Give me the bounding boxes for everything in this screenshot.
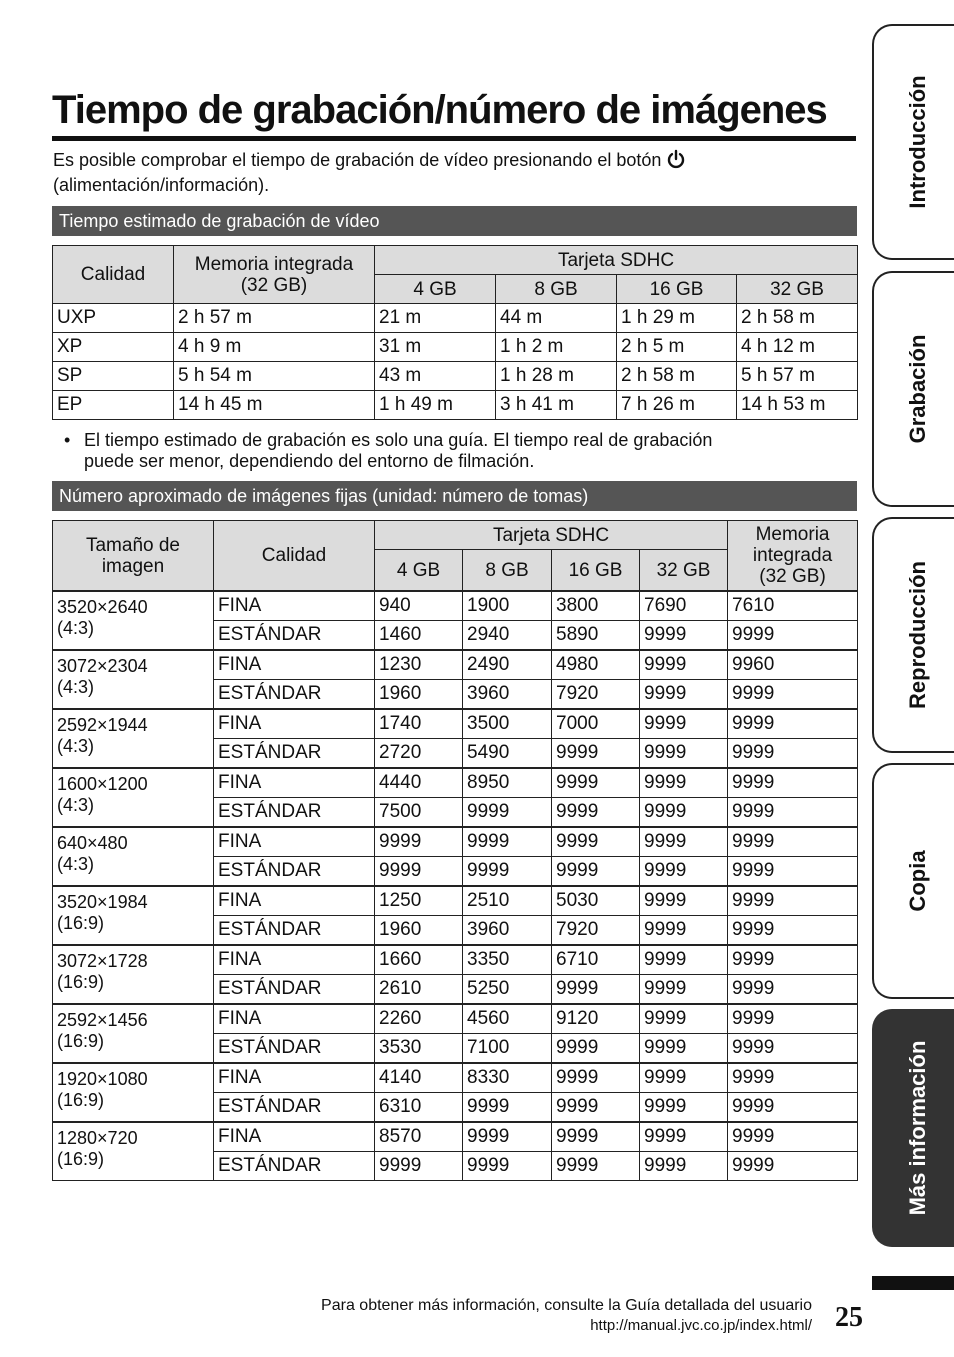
cell-count: 9999 <box>375 827 463 857</box>
cell-count: 9999 <box>640 916 728 946</box>
image-dimensions: 3520×1984 <box>57 892 148 912</box>
cell-count: 9999 <box>728 827 858 857</box>
cell-count: 5890 <box>552 621 640 651</box>
image-aspect-ratio: (4:3) <box>57 854 95 874</box>
cell-card-time: 7 h 26 m <box>617 391 737 420</box>
header-card-size: 4 GB <box>375 550 463 592</box>
cell-count: 9999 <box>552 1122 640 1152</box>
header-size-line-2: imagen <box>101 555 165 577</box>
cell-count: 4140 <box>375 1063 463 1093</box>
cell-quality: ESTÁNDAR <box>214 975 375 1005</box>
header-quality: Calidad <box>53 246 174 304</box>
cell-count: 9999 <box>728 916 858 946</box>
cell-image-size <box>53 827 214 886</box>
cell-image-size <box>53 650 214 709</box>
intro-line-1: Es posible comprobar el tiempo de grabación de vídeo presionando el botón <box>53 150 662 170</box>
header-card-size: 32 GB <box>640 550 728 592</box>
cell-count: 9999 <box>728 798 858 828</box>
page-number: 25 <box>835 1302 863 1333</box>
cell-quality: FINA <box>214 591 375 621</box>
cell-count: 9999 <box>552 1093 640 1123</box>
header-card-size: 8 GB <box>496 275 617 304</box>
cell-count: 2490 <box>463 650 552 680</box>
table-row <box>53 1122 858 1152</box>
cell-count: 2720 <box>375 739 463 769</box>
cell-card-time: 4 h 12 m <box>737 333 858 362</box>
header-card-size: 32 GB <box>737 275 858 304</box>
header-memory <box>728 521 858 592</box>
cell-card-time: 5 h 57 m <box>737 362 858 391</box>
cell-image-size <box>53 1004 214 1063</box>
cell-count: 9999 <box>728 1122 858 1152</box>
cell-count: 5030 <box>552 886 640 916</box>
cell-count: 7920 <box>552 916 640 946</box>
cell-count: 8330 <box>463 1063 552 1093</box>
cell-count: 9999 <box>728 1004 858 1034</box>
image-aspect-ratio: (4:3) <box>57 677 95 697</box>
cell-count: 9999 <box>552 857 640 887</box>
header-image-size <box>53 521 214 592</box>
image-dimensions: 3520×2640 <box>57 597 148 617</box>
cell-quality: EP <box>53 391 174 420</box>
cell-count: 9999 <box>728 621 858 651</box>
cell-count: 2940 <box>463 621 552 651</box>
cell-memory: 14 h 45 m <box>174 391 375 420</box>
table-row <box>53 650 858 680</box>
cell-count: 9999 <box>463 1152 552 1181</box>
header-memory-line-3: (32 GB) <box>759 566 826 587</box>
cell-card-time: 44 m <box>496 304 617 333</box>
table-row <box>53 333 858 362</box>
cell-count: 1900 <box>463 591 552 621</box>
cell-count: 7500 <box>375 798 463 828</box>
image-aspect-ratio: (16:9) <box>57 972 105 992</box>
footer-bar <box>872 1276 954 1290</box>
cell-quality: FINA <box>214 1063 375 1093</box>
footer-text <box>321 1296 812 1336</box>
header-memory-line-1: Memoria <box>755 524 830 545</box>
table-row <box>53 709 858 739</box>
cell-count: 4560 <box>463 1004 552 1034</box>
header-card-size: 4 GB <box>375 275 496 304</box>
cell-quality: XP <box>53 333 174 362</box>
cell-quality: FINA <box>214 945 375 975</box>
cell-image-size <box>53 1122 214 1181</box>
cell-image-size <box>53 886 214 945</box>
cell-quality: ESTÁNDAR <box>214 916 375 946</box>
cell-count: 9999 <box>463 857 552 887</box>
cell-count: 9999 <box>640 1063 728 1093</box>
cell-count: 7690 <box>640 591 728 621</box>
cell-card-time: 31 m <box>375 333 496 362</box>
cell-count: 3500 <box>463 709 552 739</box>
intro-text <box>53 148 843 198</box>
cell-count: 1250 <box>375 886 463 916</box>
cell-quality: ESTÁNDAR <box>214 857 375 887</box>
cell-count: 9999 <box>728 768 858 798</box>
note-line-1: El tiempo estimado de grabación es solo una guía. El tiempo real de grabación <box>84 430 713 450</box>
cell-quality: FINA <box>214 886 375 916</box>
stills-section-header: Número aproximado de imágenes fijas (unidad: número de tomas) <box>52 481 857 511</box>
cell-count: 9999 <box>552 739 640 769</box>
cell-quality: FINA <box>214 650 375 680</box>
cell-count: 9999 <box>552 827 640 857</box>
cell-count: 2260 <box>375 1004 463 1034</box>
cell-count: 9999 <box>463 1122 552 1152</box>
table-row <box>53 304 858 333</box>
cell-count: 1960 <box>375 680 463 710</box>
cell-image-size <box>53 768 214 827</box>
tab-label: Más información <box>905 1040 930 1216</box>
header-memory-line-2: integrada <box>752 545 833 566</box>
cell-count: 3960 <box>463 916 552 946</box>
still-images-table <box>52 520 858 1181</box>
image-dimensions: 3072×1728 <box>57 951 148 971</box>
cell-count: 9999 <box>640 1034 728 1064</box>
header-quality: Calidad <box>214 521 375 592</box>
image-dimensions: 3072×2304 <box>57 656 148 676</box>
image-dimensions: 640×480 <box>57 833 128 853</box>
cell-quality: ESTÁNDAR <box>214 1034 375 1064</box>
header-sdhc-card: Tarjeta SDHC <box>375 246 858 275</box>
cell-card-time: 2 h 58 m <box>737 304 858 333</box>
image-aspect-ratio: (16:9) <box>57 1031 105 1051</box>
cell-count: 9999 <box>728 1093 858 1123</box>
cell-count: 8950 <box>463 768 552 798</box>
cell-count: 9999 <box>640 827 728 857</box>
header-card-size: 16 GB <box>617 275 737 304</box>
image-aspect-ratio: (16:9) <box>57 913 105 933</box>
cell-count: 9999 <box>728 1034 858 1064</box>
cell-quality: ESTÁNDAR <box>214 798 375 828</box>
cell-card-time: 1 h 49 m <box>375 391 496 420</box>
image-aspect-ratio: (16:9) <box>57 1149 105 1169</box>
cell-count: 4980 <box>552 650 640 680</box>
cell-count: 5490 <box>463 739 552 769</box>
cell-count: 3350 <box>463 945 552 975</box>
cell-count: 9999 <box>640 709 728 739</box>
cell-image-size <box>53 709 214 768</box>
cell-image-size <box>53 945 214 1004</box>
cell-count: 3960 <box>463 680 552 710</box>
table-row <box>53 391 858 420</box>
table-row <box>53 591 858 621</box>
cell-quality: ESTÁNDAR <box>214 621 375 651</box>
image-dimensions: 2592×1944 <box>57 715 148 735</box>
cell-quality: FINA <box>214 1122 375 1152</box>
cell-quality: SP <box>53 362 174 391</box>
cell-quality: FINA <box>214 1004 375 1034</box>
cell-count: 9999 <box>640 1152 728 1181</box>
cell-count: 9999 <box>375 1152 463 1181</box>
tab-reproduccion[interactable] <box>872 517 954 753</box>
cell-count: 9999 <box>728 975 858 1005</box>
tab-introduccion[interactable] <box>872 24 954 260</box>
cell-count: 9999 <box>728 1063 858 1093</box>
video-section-header: Tiempo estimado de grabación de vídeo <box>52 206 857 236</box>
image-aspect-ratio: (16:9) <box>57 1090 105 1110</box>
cell-count: 9999 <box>728 709 858 739</box>
cell-card-time: 1 h 28 m <box>496 362 617 391</box>
cell-count: 9999 <box>552 1063 640 1093</box>
tab-label: Reproducción <box>905 561 930 709</box>
header-memory-line-1: Memoria integrada <box>194 253 354 275</box>
cell-count: 9999 <box>728 886 858 916</box>
power-icon <box>666 149 686 169</box>
cell-count: 9999 <box>375 857 463 887</box>
tab-copia[interactable] <box>872 763 954 999</box>
table-row <box>53 945 858 975</box>
cell-count: 9999 <box>728 945 858 975</box>
cell-count: 9999 <box>640 1093 728 1123</box>
cell-count: 9999 <box>728 739 858 769</box>
cell-count: 9999 <box>640 650 728 680</box>
cell-quality: ESTÁNDAR <box>214 739 375 769</box>
footer-url[interactable]: http://manual.jvc.co.jp/index.html/ <box>590 1317 812 1334</box>
cell-count: 6710 <box>552 945 640 975</box>
image-aspect-ratio: (4:3) <box>57 618 95 638</box>
image-aspect-ratio: (4:3) <box>57 795 95 815</box>
cell-card-time: 14 h 53 m <box>737 391 858 420</box>
cell-quality: FINA <box>214 768 375 798</box>
cell-memory: 2 h 57 m <box>174 304 375 333</box>
cell-count: 8570 <box>375 1122 463 1152</box>
cell-count: 1960 <box>375 916 463 946</box>
table-row <box>53 886 858 916</box>
cell-count: 3800 <box>552 591 640 621</box>
tab-label: Grabación <box>905 334 930 444</box>
intro-line-2: (alimentación/información). <box>53 175 270 195</box>
header-size-line-1: Tamaño de <box>85 534 180 556</box>
cell-quality: FINA <box>214 827 375 857</box>
cell-count: 9999 <box>640 768 728 798</box>
cell-count: 9999 <box>463 827 552 857</box>
cell-count: 9120 <box>552 1004 640 1034</box>
tab-label: Introducción <box>905 75 930 209</box>
cell-count: 9999 <box>463 798 552 828</box>
tab-mas-informacion[interactable] <box>872 1009 954 1247</box>
cell-card-time: 3 h 41 m <box>496 391 617 420</box>
cell-count: 9999 <box>640 857 728 887</box>
header-card-size: 8 GB <box>463 550 552 592</box>
header-memory-line-2: (32 GB) <box>240 274 308 296</box>
cell-count: 9999 <box>552 1034 640 1064</box>
cell-count: 9999 <box>640 975 728 1005</box>
image-dimensions: 1920×1080 <box>57 1069 148 1089</box>
cell-quality: UXP <box>53 304 174 333</box>
cell-count: 6310 <box>375 1093 463 1123</box>
image-dimensions: 1600×1200 <box>57 774 148 794</box>
cell-count: 9999 <box>640 886 728 916</box>
cell-count: 1230 <box>375 650 463 680</box>
cell-memory: 5 h 54 m <box>174 362 375 391</box>
page-title: Tiempo de grabación/número de imágenes <box>52 86 856 141</box>
cell-count: 3530 <box>375 1034 463 1064</box>
cell-count: 1460 <box>375 621 463 651</box>
cell-count: 2510 <box>463 886 552 916</box>
table-row <box>53 768 858 798</box>
cell-card-time: 21 m <box>375 304 496 333</box>
note-bullet: • <box>64 430 71 450</box>
cell-count: 9999 <box>552 1152 640 1181</box>
header-card-size: 16 GB <box>552 550 640 592</box>
cell-count: 5250 <box>463 975 552 1005</box>
cell-count: 9999 <box>728 857 858 887</box>
cell-count: 4440 <box>375 768 463 798</box>
cell-count: 7920 <box>552 680 640 710</box>
cell-count: 940 <box>375 591 463 621</box>
cell-quality: ESTÁNDAR <box>214 1093 375 1123</box>
table-row <box>53 827 858 857</box>
note-line-2: puede ser menor, dependiendo del entorno de filmación. <box>84 451 535 471</box>
cell-count: 9999 <box>640 621 728 651</box>
cell-card-time: 2 h 58 m <box>617 362 737 391</box>
cell-card-time: 43 m <box>375 362 496 391</box>
table-row <box>53 1063 858 1093</box>
header-memory <box>174 246 375 304</box>
cell-quality: ESTÁNDAR <box>214 680 375 710</box>
cell-count: 9999 <box>640 680 728 710</box>
cell-count: 9999 <box>728 680 858 710</box>
cell-count: 7000 <box>552 709 640 739</box>
tab-label: Copia <box>905 850 930 912</box>
cell-count: 9999 <box>640 739 728 769</box>
cell-count: 9999 <box>640 945 728 975</box>
cell-count: 2610 <box>375 975 463 1005</box>
cell-card-time: 2 h 5 m <box>617 333 737 362</box>
cell-image-size <box>53 1063 214 1122</box>
cell-card-time: 1 h 29 m <box>617 304 737 333</box>
cell-count: 1660 <box>375 945 463 975</box>
cell-count: 9999 <box>640 1122 728 1152</box>
cell-count: 7100 <box>463 1034 552 1064</box>
cell-card-time: 1 h 2 m <box>496 333 617 362</box>
cell-count: 9999 <box>552 798 640 828</box>
cell-memory: 4 h 9 m <box>174 333 375 362</box>
video-time-table <box>52 245 858 420</box>
cell-count: 9999 <box>552 975 640 1005</box>
cell-count: 1740 <box>375 709 463 739</box>
image-dimensions: 1280×720 <box>57 1128 138 1148</box>
cell-count: 7610 <box>728 591 858 621</box>
image-aspect-ratio: (4:3) <box>57 736 95 756</box>
cell-quality: FINA <box>214 709 375 739</box>
cell-count: 9999 <box>640 798 728 828</box>
cell-count: 9999 <box>640 1004 728 1034</box>
cell-quality: ESTÁNDAR <box>214 1152 375 1181</box>
cell-count: 9999 <box>463 1093 552 1123</box>
cell-count: 9960 <box>728 650 858 680</box>
cell-image-size <box>53 591 214 650</box>
tab-grabacion[interactable] <box>872 271 954 507</box>
cell-count: 9999 <box>552 768 640 798</box>
table-row <box>53 1004 858 1034</box>
footer-line-1: Para obtener más información, consulte la Guía detallada del usuario <box>321 1297 812 1314</box>
image-dimensions: 2592×1456 <box>57 1010 148 1030</box>
header-sdhc-card: Tarjeta SDHC <box>375 521 728 550</box>
cell-count: 9999 <box>728 1152 858 1181</box>
table-row <box>53 362 858 391</box>
